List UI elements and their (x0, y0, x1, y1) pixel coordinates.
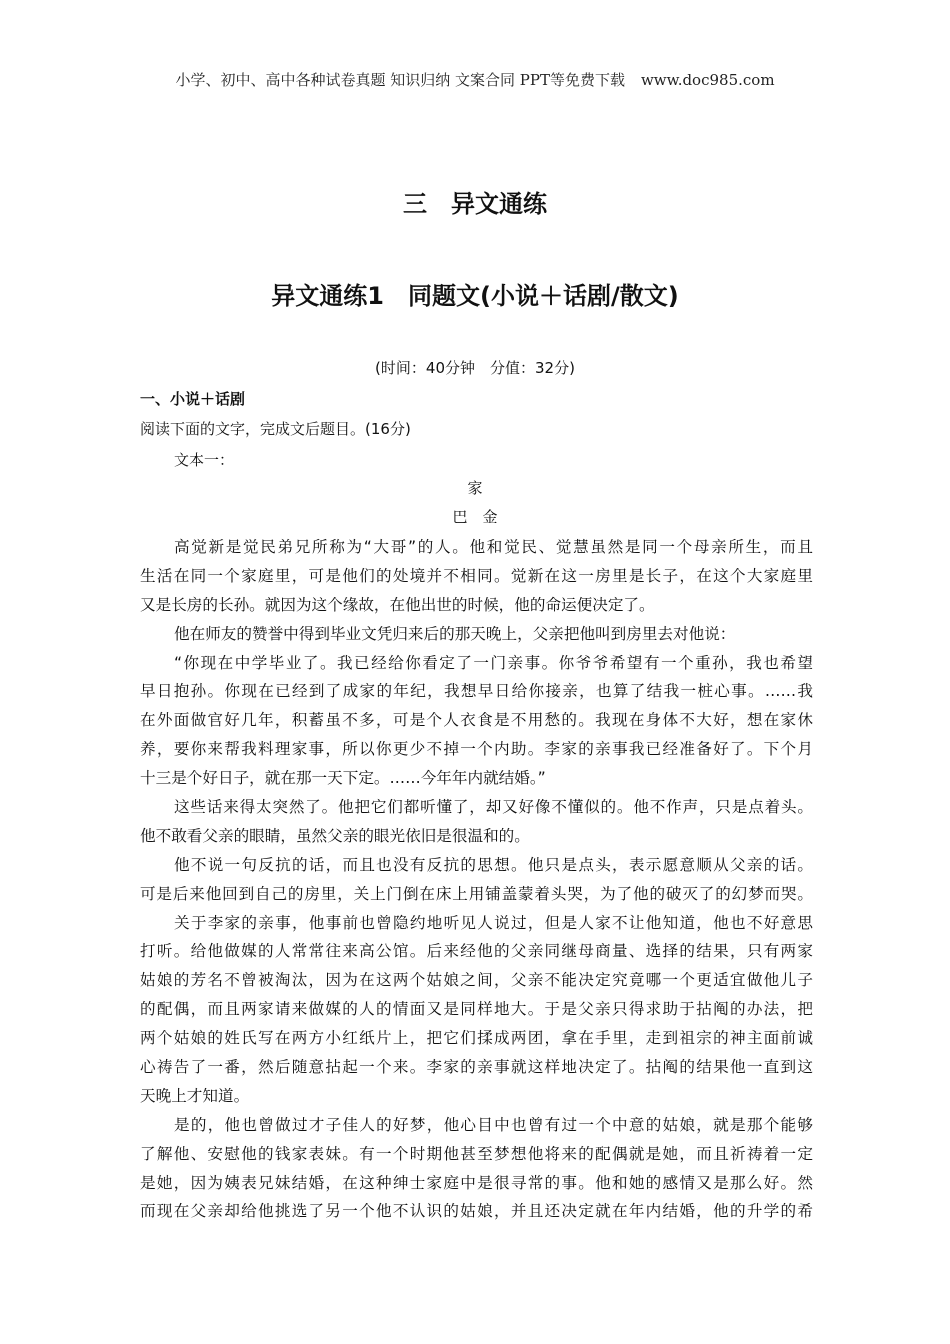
passage-line: 可是后来他回到自己的房里，关上门倒在床上用铺盖蒙着头哭，为了他的破灭了的幻梦而哭。 (140, 884, 813, 903)
page-header (0, 69, 950, 90)
section-title: 异文通练1 同题文(小说＋话剧/散文) (271, 282, 679, 310)
passage-line: 十三是个好日子，就在那一天下定。……今年年内就结婚。” (140, 769, 546, 788)
section-heading: 一、小说＋话剧 (140, 390, 246, 408)
passage-line: 在外面做官好几年，积蓄虽不多，可是个人衣食是不用愁的。我现在身体不大好，想在家休 (140, 711, 813, 730)
passage-body (140, 533, 813, 1226)
passage-line: 他在师友的赞誉中得到毕业文凭归来后的那天晚上，父亲把他叫到房里去对他说： (174, 624, 736, 643)
passage-line: 天晚上才知道。 (140, 1086, 250, 1105)
text-label: 文本一： (174, 451, 235, 469)
passage-line: 是的，他也曾做过才子佳人的好梦，他心目中也曾有过一个中意的姑娘，就是那个能够 (174, 1115, 813, 1134)
passage-line: 又是长房的长孙。就因为这个缘故，在他出世的时候，他的命运便决定了。 (140, 595, 655, 614)
passage-line: 高觉新是觉民弟兄所称为“大哥”的人。他和觉民、觉慧虽然是同一个母亲所生，而且 (174, 538, 813, 556)
passage-line: 了解他、安慰他的钱家表妹。有一个时期他甚至梦想他将来的配偶就是她，而且祈祷着一定 (140, 1144, 813, 1163)
passage-line: 这些话来得太突然了。他把它们都听懂了，却又好像不懂似的。他不作声，只是点着头。 (174, 798, 813, 817)
header-url: www.doc985.com (640, 71, 775, 89)
passage-line: 养，要你来帮我料理家事，所以你更少不掉一个内助。李家的亲事我已经准备好了。下个月 (140, 740, 813, 759)
passage-line: 而现在父亲却给他挑选了另一个他不认识的姑娘，并且还决定就在年内结婚，他的升学的希 (140, 1202, 813, 1221)
passage-line: 他不说一句反抗的话，而且也没有反抗的思想。他只是点头，表示愿意顺从父亲的话。 (174, 855, 813, 874)
passage-line: 姑娘的芳名不曾被淘汰，因为在这两个姑娘之间，父亲不能决定究竟哪一个更适宜做他儿子 (140, 971, 813, 990)
author: 巴 金 (452, 508, 498, 526)
header-text: 小学、初中、高中各种试卷真题 知识归纳 文案合同 PPT等免费下载 (175, 71, 625, 89)
passage-line: 早日抱孙。你现在已经到了成家的年纪，我想早日给你接亲，也算了结我一桩心事。……我 (140, 682, 813, 701)
instruction: 阅读下面的文字，完成文后题目。(16分) (140, 420, 411, 438)
work-title: 家 (467, 479, 483, 497)
passage-line: 的配偶，而且两家请来做媒的人的情面又是同样地大。于是父亲只得求助于拈阄的办法，把 (140, 1000, 813, 1019)
passage-line: 他不敢看父亲的眼睛，虽然父亲的眼光依旧是很温和的。 (140, 826, 530, 845)
time-score: (时间：40分钟 分值：32分) (375, 359, 575, 377)
passage-line: “你现在中学毕业了。我已经给你看定了一门亲事。你爷爷希望有一个重孙，我也希望 (174, 653, 813, 672)
passage-line: 关于李家的亲事，他事前也曾隐约地听见人说过，但是人家不让他知道，他也不好意思 (174, 913, 813, 932)
chapter-title: 三 异文通练 (403, 190, 547, 218)
passage-line: 两个姑娘的姓氏写在两方小红纸片上，把它们揉成两团，拿在手里，走到祖宗的神主面前诚 (140, 1029, 813, 1048)
passage-line: 生活在同一个家庭里，可是他们的处境并不相同。觉新在这一房里是长子，在这个大家庭里 (140, 566, 813, 585)
passage-line: 打听。给他做媒的人常常往来高公馆。后来经他的父亲同继母商量、选择的结果，只有两家 (140, 942, 813, 961)
passage-line: 是她，因为姨表兄妹结婚，在这种绅士家庭中是很寻常的事。他和她的感情又是那么好。然 (140, 1173, 813, 1192)
passage-line: 心祷告了一番，然后随意拈起一个来。李家的亲事就这样地决定了。拈阄的结果他一直到这 (140, 1058, 813, 1077)
